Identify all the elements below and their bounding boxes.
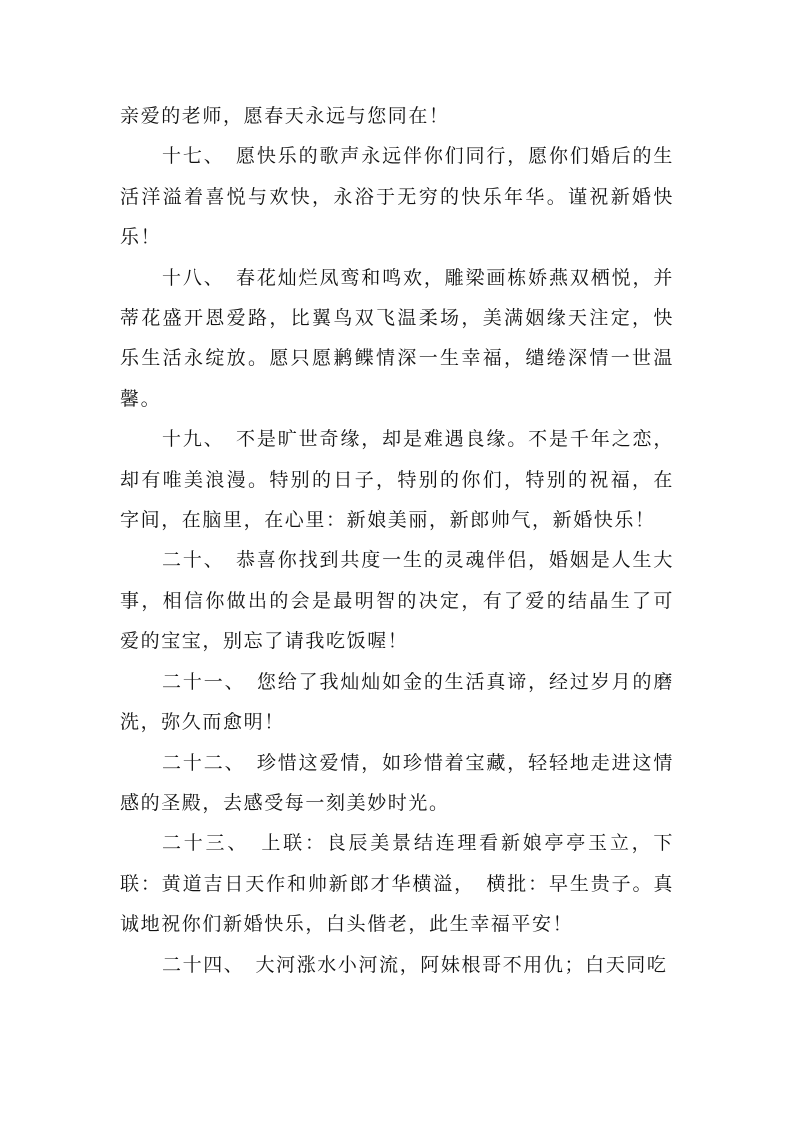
paragraph-23: 二十三、 上联：良辰美景结连理看新娘亭亭玉立，下联：黄道吉日天作和帅新郎才华横溢， 横批：早生贵子。真诚地祝你们新婚快乐，白头偕老，此生幸福平安！ bbox=[120, 832, 674, 936]
paragraph-21: 二十一、 您给了我灿灿如金的生活真谛，经过岁月的磨洗，弥久而愈明！ bbox=[120, 670, 674, 734]
paragraph-24: 二十四、 大河涨水小河流，阿妹根哥不用仇；白天同吃 bbox=[162, 953, 668, 976]
paragraph-20: 二十、 恭喜你找到共度一生的灵魂伴侣，婚姻是人生大事，相信你做出的会是最明智的决定，有了爱的结晶生了可爱的宝宝，别忘了请我吃饭喔！ bbox=[120, 549, 674, 653]
paragraph-17: 十七、 愿快乐的歌声永远伴你们同行，愿你们婚后的生活洋溢着喜悦与欢快，永浴于无穷的快乐年华。谨祝新婚快乐！ bbox=[120, 145, 674, 249]
paragraph-22: 二十二、 珍惜这爱情，如珍惜着宝藏，轻轻地走进这情感的圣殿，去感受每一刻美妙时光。 bbox=[120, 751, 674, 814]
paragraph-19: 十九、 不是旷世奇缘，却是难遇良缘。不是千年之恋，却有唯美浪漫。特别的日子，特别的你们，特别的祝福，在字间，在脑里，在心里：新娘美丽，新郎帅气，新婚快乐！ bbox=[120, 428, 674, 532]
paragraph-dear-teacher: 亲爱的老师，愿春天永远与您同在！ bbox=[120, 105, 450, 127]
paragraph-18: 十八、 春花灿烂凤鸾和鸣欢，雕梁画栋娇燕双栖悦，并蒂花盛开恩爱路，比翼鸟双飞温柔场，美满姻缘天注定，快乐生活永绽放。愿只愿鹣鲽情深一生幸福，缱绻深情一世温馨。 bbox=[120, 266, 674, 410]
document-body bbox=[120, 96, 674, 985]
